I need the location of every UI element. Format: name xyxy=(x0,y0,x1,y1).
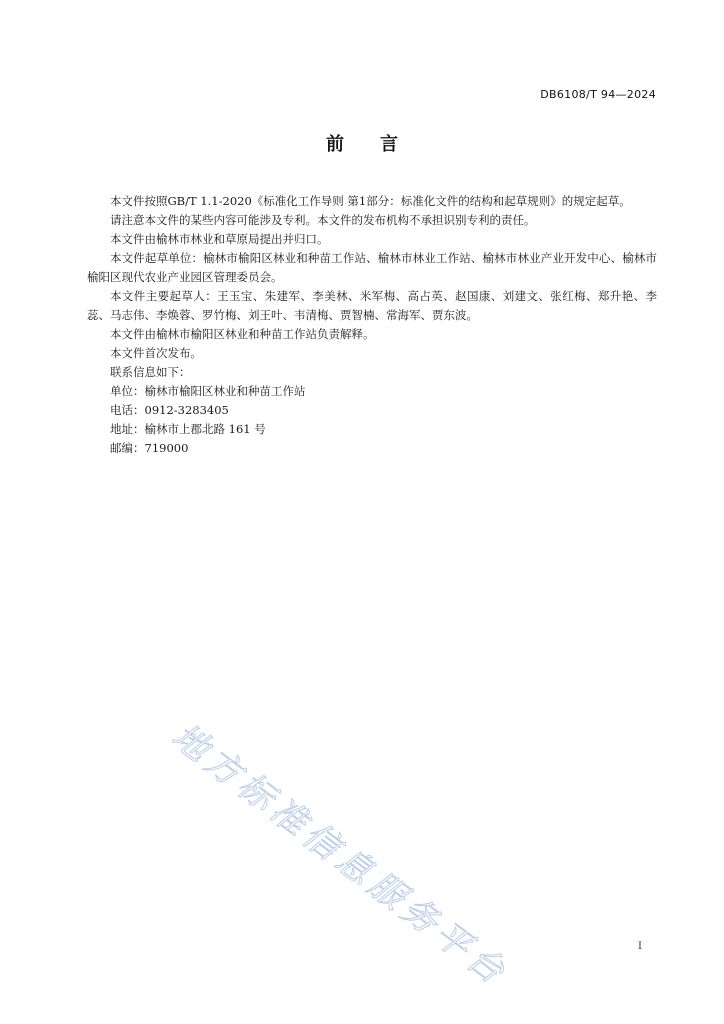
watermark: 地方标准信息服务平台 xyxy=(164,716,516,996)
standard-code: DB6108/T 94—2024 xyxy=(540,88,656,101)
contact-address: 地址：榆林市上郡北路 161 号 xyxy=(110,422,266,436)
paragraph-drafting-rules: 本文件按照GB/T 1.1-2020《标准化工作导则 第1部分：标准化文件的结构和起草规则》的规定起草。 xyxy=(110,194,631,208)
paragraph-drafters: 本文件主要起草人：王玉宝、朱建军、李美林、米军梅、高占英、赵国康、刘建文、张红梅、郑升艳、李蕊、马志伟、李焕蓉、罗竹梅、刘王叶、韦清梅、贾智楠、常海军、贾东波。 xyxy=(87,289,657,322)
page-title-char-1: 前 xyxy=(326,134,344,155)
page-number: I xyxy=(638,941,642,952)
paragraph-first-release: 本文件首次发布。 xyxy=(110,346,202,360)
contact-unit: 单位：榆林市榆阳区林业和种苗工作站 xyxy=(110,384,306,398)
page-title xyxy=(0,130,724,156)
paragraph-interpretation: 本文件由榆林市榆阳区林业和种苗工作站负责解释。 xyxy=(110,327,375,341)
contact-phone: 电话：0912-3283405 xyxy=(110,403,229,417)
paragraph-drafting-units: 本文件起草单位：榆林市榆阳区林业和种苗工作站、榆林市林业工作站、榆林市林业产业开发中心、榆林市榆阳区现代农业产业园区管理委员会。 xyxy=(87,251,657,284)
paragraph-proposer: 本文件由榆林市林业和草原局提出并归口。 xyxy=(110,232,329,246)
foreword-body xyxy=(87,192,657,458)
paragraph-patent-notice: 请注意本文件的某些内容可能涉及专利。本文件的发布机构不承担识别专利的责任。 xyxy=(110,213,536,227)
paragraph-contact-intro: 联系信息如下： xyxy=(110,365,191,379)
contact-postcode: 邮编：719000 xyxy=(110,441,189,455)
page-title-char-2: 言 xyxy=(380,134,398,155)
